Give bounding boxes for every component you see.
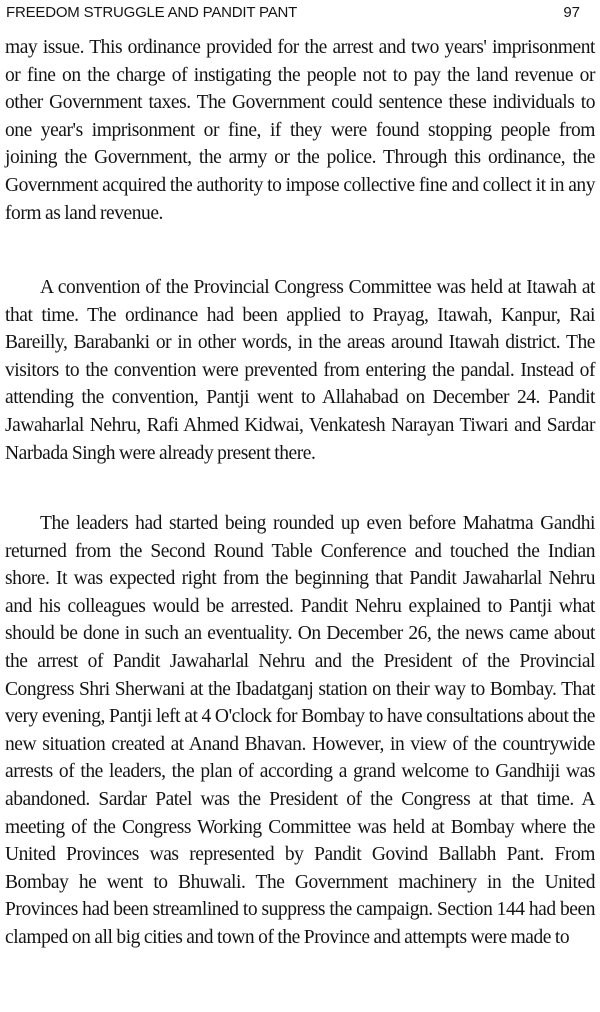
running-header <box>6 2 594 24</box>
running-title: FREEDOM STRUGGLE AND PANDIT PANT <box>6 4 298 21</box>
paragraph-convention: A convention of the Provincial Congress Committee was held at Itawah at that time. The ordinance had been applied to Prayag, Itawah, Kanpur, Rai Bareilly, Barabanki or in other words, in the areas around Itawah district. The visitors to the convention were prevented from entering the pandal. Instead of attending the convention, Pantji went to Allahabad on December 24. Pandit Jawaharlal Nehru, Rafi Ahmed Kidwai, Venkatesh Narayan Tiwari and Sardar Narbada Singh were already present there. <box>5 277 595 464</box>
paragraph-continued: may issue. This ordinance provided for the arrest and two years' imprisonment or fine on the charge of instigating the people not to pay the land revenue or other Government taxes. The Government could sentence these individuals to one year's imprisonment or fine, if they were found stopping people from joining the Government, the army or the police. Through this ordinance, the Government acquired the authority to impose collective fine and collect it in any form as land revenue. <box>5 37 595 224</box>
paragraph-leaders-arrest: The leaders had started being rounded up even before Mahatma Gandhi returned from the Second Round Table Conference and touched the Indian shore. It was expected right from the beginning that Pandit Jawaharlal Nehru and his colleagues would be arrested. Pandit Nehru explained to Pantji what should be done in such an eventuality. On December 26, the news came about the arrest of Pandit Jawaharlal Nehru and the President of the Provincial Congress Shri Sherwani at the Ibadatganj station on their way to Bombay. That very evening, Pantji left at 4 O'clock for Bombay to have consultations about the new situation created at Anand Bhavan. However, in view of the countrywide arrests of the leaders, the plan of according a grand welcome to Gandhiji was abandoned. Sardar Patel was the President of the Congress at that time. A meeting of the Congress Working Committee was held at Bombay where the United Provinces was represented by Pandit Govind Ballabh Pant. From Bombay he went to Bhuwali. The Government machinery in the United Provinces had been streamlined to suppress the campaign. Section 144 had been clamped on all big cities and town of the Province and attempts were made to <box>5 513 595 948</box>
page-number: 97 <box>563 4 580 21</box>
